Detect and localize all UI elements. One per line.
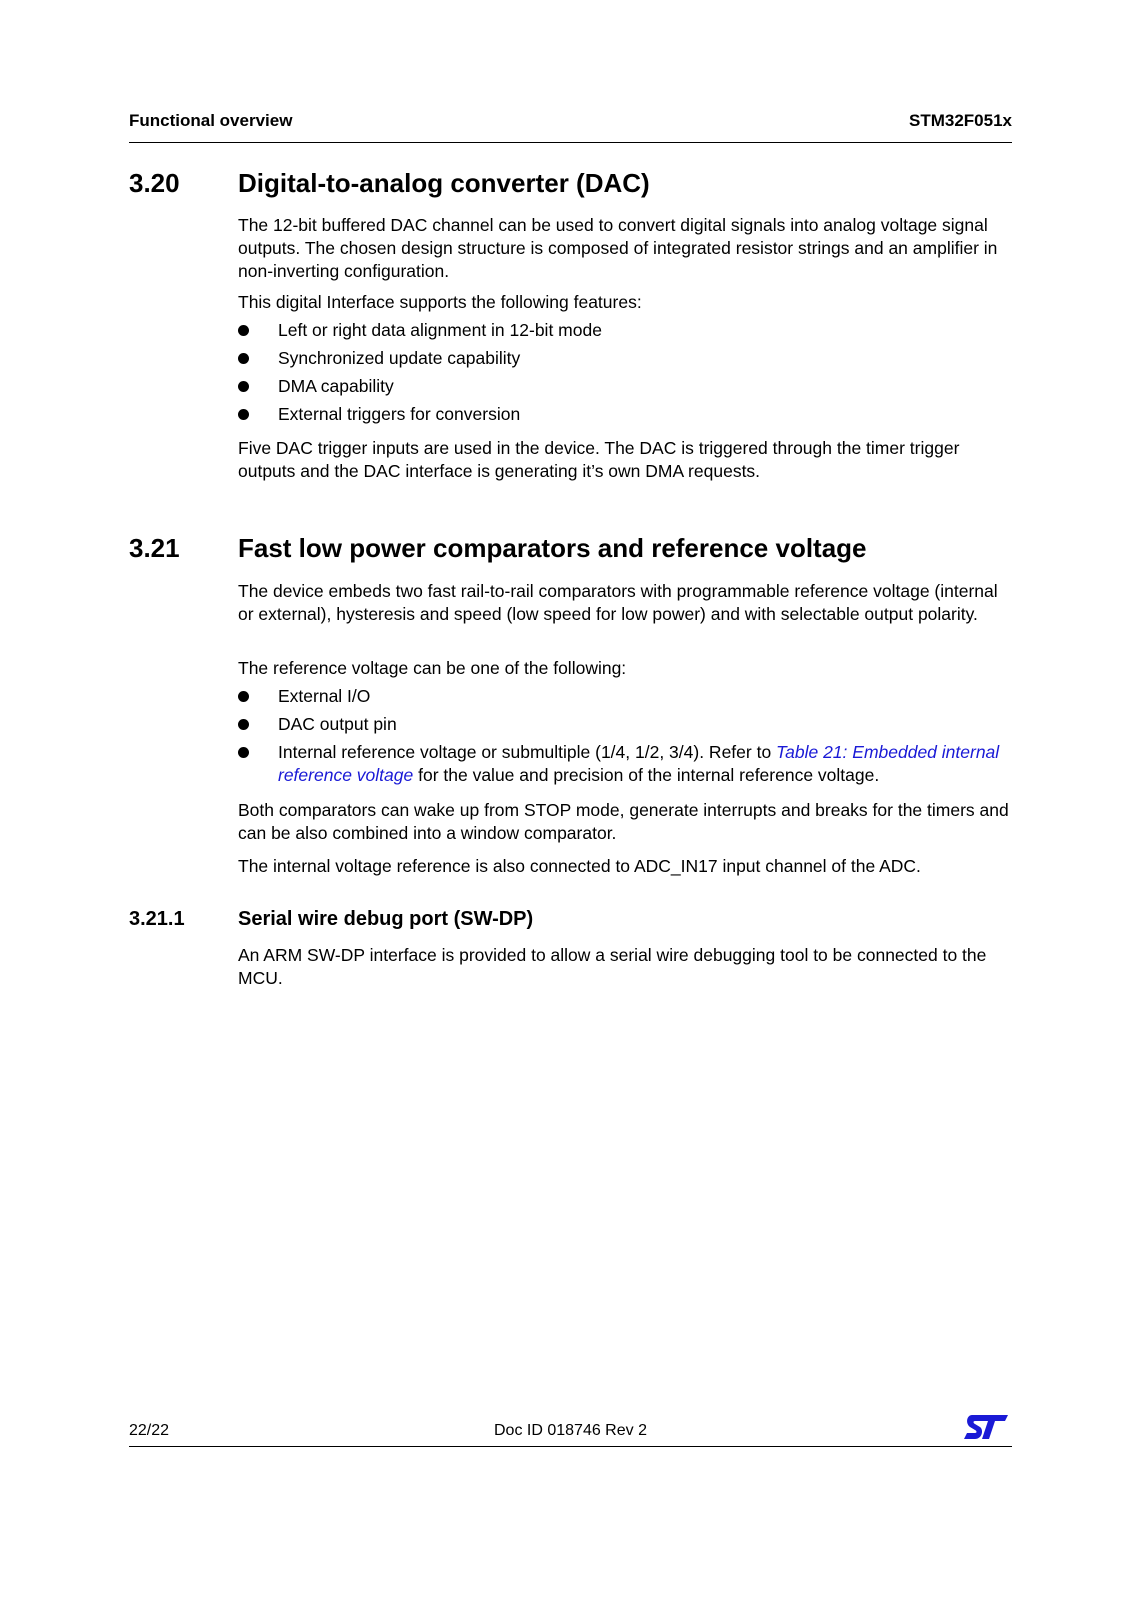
section-title: Digital-to-analog converter (DAC) bbox=[238, 168, 650, 198]
subsection-heading-3-21-1 bbox=[129, 906, 533, 932]
list-item: External I/O bbox=[238, 685, 1014, 708]
section-number: 3.21.1 bbox=[129, 908, 185, 930]
list-item: DMA capability bbox=[238, 375, 1014, 398]
table-21-link[interactable]: Table 21: Embedded internal reference voltage bbox=[278, 742, 1000, 785]
bullet-icon bbox=[238, 719, 249, 730]
section-heading-3-21 bbox=[129, 532, 867, 564]
page-header bbox=[129, 110, 1012, 143]
bullet-list-dac-features bbox=[238, 319, 1014, 431]
list-item: Internal reference voltage or submultiple (1/4, 1/2, 3/4). Refer to Table 21: Embedded internal reference voltage for the value and precision of the internal reference voltage. bbox=[238, 741, 1014, 787]
section-heading-3-20 bbox=[129, 167, 650, 199]
paragraph: Both comparators can wake up from STOP mode, generate interrupts and breaks for the timers and can be also combined into a window comparator. bbox=[238, 800, 1009, 843]
bullet-icon bbox=[238, 409, 249, 420]
bullet-icon bbox=[238, 381, 249, 392]
doc-id: Doc ID 018746 Rev 2 bbox=[494, 1422, 647, 1439]
section-title: Serial wire debug port (SW-DP) bbox=[238, 908, 534, 930]
page-number: 22/22 bbox=[129, 1422, 170, 1439]
bullet-icon bbox=[238, 325, 249, 336]
bullet-icon bbox=[238, 353, 249, 364]
header-section-title: Functional overview bbox=[129, 111, 293, 130]
page-footer bbox=[129, 1418, 1012, 1447]
paragraph: The internal voltage reference is also connected to ADC_IN17 input channel of the ADC. bbox=[238, 856, 921, 876]
paragraph: The device embeds two fast rail-to-rail comparators with programmable reference voltage (internal or external), hysteresis and speed (low speed for low power) and with selectable output polarity. bbox=[238, 581, 998, 624]
list-item: DAC output pin bbox=[238, 713, 1014, 736]
bullet-icon bbox=[238, 691, 249, 702]
header-part-number: STM32F051x bbox=[909, 111, 1012, 130]
paragraph: The reference voltage can be one of the following: bbox=[238, 658, 627, 678]
bullet-list-reference-voltage bbox=[238, 685, 1014, 792]
paragraph: Five DAC trigger inputs are used in the device. The DAC is triggered through the timer trigger outputs and the DAC interface is generating it’s own DMA requests. bbox=[238, 438, 960, 481]
paragraph: The 12-bit buffered DAC channel can be used to convert digital signals into analog voltage signal outputs. The chosen design structure is composed of integrated resistor strings and an amplifier in non-inverting configuration. bbox=[238, 215, 998, 281]
bullet-icon bbox=[238, 747, 249, 758]
list-item: Left or right data alignment in 12-bit mode bbox=[238, 319, 1014, 342]
paragraph: An ARM SW-DP interface is provided to allow a serial wire debugging tool to be connected to the MCU. bbox=[238, 945, 987, 988]
section-title: Fast low power comparators and reference voltage bbox=[238, 533, 867, 563]
list-item: External triggers for conversion bbox=[238, 403, 1014, 426]
section-number: 3.21 bbox=[129, 533, 180, 563]
section-number: 3.20 bbox=[129, 168, 180, 198]
paragraph: This digital Interface supports the following features: bbox=[238, 292, 642, 312]
list-item: Synchronized update capability bbox=[238, 347, 1014, 370]
st-logo-icon bbox=[962, 1412, 1010, 1442]
